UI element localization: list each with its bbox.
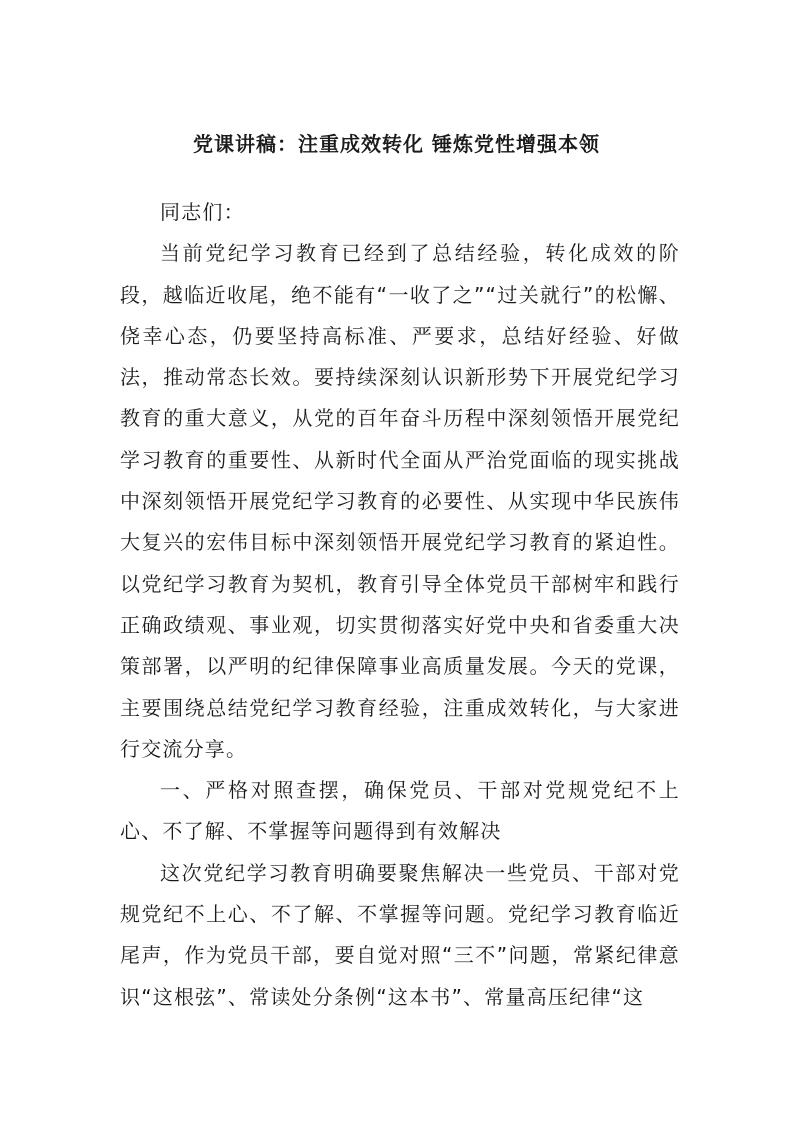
section-heading-paragraph: 一、严格对照查摆，确保党员、干部对党规党纪不上心、不了解、不掌握等问题得到有效解决 <box>120 778 680 844</box>
document-body <box>120 192 680 1018</box>
document-title: 党课讲稿：注重成效转化 锤炼党性增强本领 <box>193 132 600 156</box>
salutation-paragraph: 同志们： <box>160 200 245 224</box>
body-paragraph: 这次党纪学习教育明确要聚焦解决一些党员、干部对党规党纪不上心、不了解、不掌握等问题。党纪学习教育临近尾声，作为党员干部，要自觉对照“三不”问题，常紧纪律意识“这根弦”、常读处分条例“这本书”、常量高压纪律“这 <box>120 860 680 1009</box>
intro-paragraph: 当前党纪学习教育已经到了总结经验，转化成效的阶段，越临近收尾，绝不能有“一收了之”“过关就行”的松懈、侥幸心态，仍要坚持高标准、严要求，总结好经验、好做法，推动常态长效。要持续深刻认识新形势下开展党纪学习教育的重大意义，从党的百年奋斗历程中深刻领悟开展党纪学习教育的重要性、从新时代全面从严治党面临的现实挑战中深刻领悟开展党纪学习教育的必要性、从实现中华民族伟大复兴的宏伟目标中深刻领悟开展党纪学习教育的紧迫性。以党纪学习教育为契机，教育引导全体党员干部树牢和践行正确政绩观、事业观，切实贯彻落实好党中央和省委重大决策部署，以严明的纪律保障事业高质量发展。今天的党课，主要围绕总结党纪学习教育经验，注重成效转化，与大家进行交流分享。 <box>120 241 680 761</box>
